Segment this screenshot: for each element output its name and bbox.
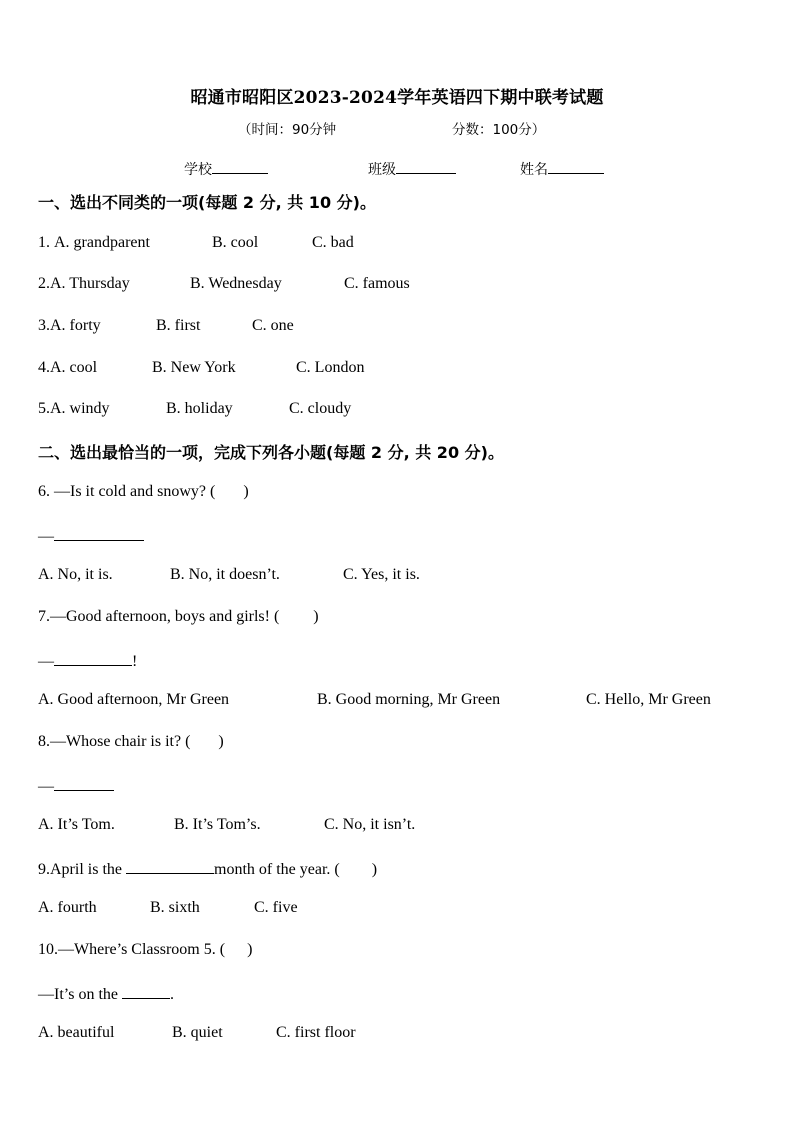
q8-option-c: C. No, it isn’t.	[324, 816, 416, 833]
q2-option-c: C. famous	[344, 275, 410, 292]
class-field	[368, 159, 456, 179]
q1-option-c: C. bad	[312, 234, 354, 251]
q9-stem-end: month of the year. (	[214, 861, 340, 878]
q10-option-a: A. beautiful	[38, 1024, 115, 1041]
q5-option-b: B. holiday	[166, 400, 233, 417]
school-field	[184, 159, 268, 179]
exam-title: 昭通市昭阳区2023-2024学年英语四下期中联考试题	[190, 88, 604, 108]
q10-close-paren: )	[247, 941, 253, 958]
q7-answer-blank[interactable]	[54, 649, 132, 666]
q9-option-a: A. fourth	[38, 899, 97, 916]
q8-answer-blank[interactable]	[54, 774, 114, 791]
q8-option-a: A. It’s Tom.	[38, 816, 115, 833]
q6-option-c: C. Yes, it is.	[343, 566, 420, 583]
q6-dash: —	[38, 528, 54, 545]
q4-number: 4.	[38, 359, 50, 376]
q3-number: 3.	[38, 317, 50, 334]
q7-dash: —	[38, 653, 54, 670]
class-blank[interactable]	[396, 159, 456, 174]
section2-heading: 二、选出最恰当的一项，完成下列各小题(每题 2 分, 共 20 分)。	[38, 443, 504, 462]
name-blank[interactable]	[548, 159, 604, 174]
q2-option-b: B. Wednesday	[190, 275, 282, 292]
q5-option-a: A. windy	[50, 400, 110, 417]
q6-close-paren: )	[243, 483, 249, 500]
q10-option-c: C. first floor	[276, 1024, 356, 1041]
q8-dash: —	[38, 778, 54, 795]
name-label: 姓名	[520, 162, 548, 178]
q3-option-b: B. first	[156, 317, 201, 334]
name-field	[520, 159, 604, 179]
q2-number: 2.	[38, 275, 50, 292]
q8-stem: 8.—Whose chair is it? (	[38, 733, 191, 750]
exam-score: 分数：100分）	[452, 122, 546, 138]
q9-answer-blank[interactable]	[126, 857, 214, 874]
q9-close-paren: )	[371, 861, 378, 878]
q8-close-paren: )	[218, 733, 224, 750]
q6-answer-blank[interactable]	[54, 524, 144, 541]
q9-option-b: B. sixth	[150, 899, 200, 916]
q10-option-b: B. quiet	[172, 1024, 223, 1041]
q7-close-paren: )	[313, 608, 319, 625]
school-blank[interactable]	[212, 159, 268, 174]
q9-stem-start: 9.April is the	[38, 861, 126, 878]
q2-option-a: A. Thursday	[50, 275, 130, 292]
q10-answer-blank[interactable]	[122, 982, 170, 999]
q4-option-c: C. London	[296, 359, 365, 376]
q4-option-b: B. New York	[152, 359, 236, 376]
q5-option-c: C. cloudy	[289, 400, 352, 417]
section1-heading: 一、选出不同类的一项(每题 2 分, 共 10 分)。	[38, 193, 376, 212]
q6-stem: 6. —Is it cold and snowy? (	[38, 483, 216, 500]
q9-option-c: C. five	[254, 899, 298, 916]
q1-option-a: A. grandparent	[54, 234, 150, 251]
q3-option-c: C. one	[252, 317, 294, 334]
q7-option-b: B. Good morning, Mr Green	[317, 691, 501, 708]
q10-answer-end: .	[170, 986, 174, 1003]
q3-option-a: A. forty	[50, 317, 101, 334]
q1-number: 1.	[38, 234, 50, 251]
q7-stem: 7.—Good afternoon, boys and girls! (	[38, 608, 280, 625]
exam-time: （时间：90分钟	[238, 122, 337, 138]
q1-option-b: B. cool	[212, 234, 259, 251]
q10-stem: 10.—Where’s Classroom 5. (	[38, 941, 226, 958]
q4-option-a: A. cool	[50, 359, 98, 376]
q6-option-b: B. No, it doesn’t.	[170, 566, 280, 583]
class-label: 班级	[368, 162, 396, 178]
school-label: 学校	[184, 162, 212, 178]
q5-number: 5.	[38, 400, 50, 417]
q6-option-a: A. No, it is.	[38, 566, 113, 583]
q10-answer-start: —It’s on the	[38, 986, 122, 1003]
q8-option-b: B. It’s Tom’s.	[174, 816, 261, 833]
q7-option-c: C. Hello, Mr Green	[586, 691, 711, 708]
q7-exclamation: !	[132, 653, 138, 670]
q7-option-a: A. Good afternoon, Mr Green	[38, 691, 230, 708]
